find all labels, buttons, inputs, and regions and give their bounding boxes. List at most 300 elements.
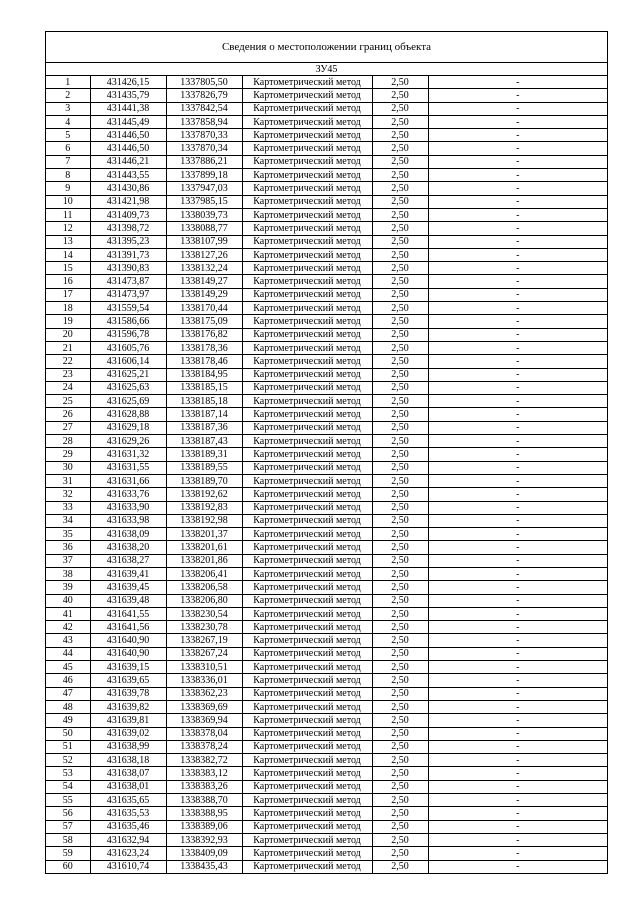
coord-y: 1338230,78 [166,621,242,634]
point-number: 18 [46,302,90,315]
table-row [46,182,607,195]
accuracy: 2,50 [372,262,428,275]
table-row [46,408,607,421]
point-number: 52 [46,754,90,767]
coord-y: 1338389,06 [166,820,242,833]
table-row [46,807,607,820]
coord-x: 431441,38 [90,102,166,115]
coord-x: 431395,23 [90,235,166,248]
method: Картометрический метод [242,169,372,182]
coord-x: 431629,26 [90,435,166,448]
table-row [46,607,607,620]
method: Картометрический метод [242,621,372,634]
coord-x: 431443,55 [90,169,166,182]
method: Картометрический метод [242,554,372,567]
coord-y: 1338206,58 [166,581,242,594]
point-number: 16 [46,275,90,288]
coord-x: 431641,55 [90,607,166,620]
zone-label: ЗУ45 [46,63,607,76]
method: Картометрический метод [242,381,372,394]
accuracy: 2,50 [372,860,428,873]
method: Картометрический метод [242,275,372,288]
accuracy: 2,50 [372,142,428,155]
method: Картометрический метод [242,395,372,408]
description: - [428,820,607,833]
point-number: 40 [46,594,90,607]
table-row [46,235,607,248]
point-number: 30 [46,461,90,474]
point-number: 1 [46,76,90,89]
table-row [46,315,607,328]
accuracy: 2,50 [372,847,428,860]
coord-x: 431635,53 [90,807,166,820]
accuracy: 2,50 [372,435,428,448]
point-number: 22 [46,355,90,368]
coord-x: 431430,86 [90,182,166,195]
coord-y: 1338088,77 [166,222,242,235]
coord-y: 1338388,95 [166,807,242,820]
accuracy: 2,50 [372,567,428,580]
table-row [46,102,607,115]
point-number: 9 [46,182,90,195]
coord-x: 431446,50 [90,142,166,155]
table-row [46,448,607,461]
table-row [46,674,607,687]
coord-x: 431641,56 [90,621,166,634]
accuracy: 2,50 [372,408,428,421]
description: - [428,368,607,381]
method: Картометрический метод [242,647,372,660]
method: Картометрический метод [242,355,372,368]
description: - [428,355,607,368]
table-row [46,860,607,873]
method: Картометрический метод [242,208,372,221]
method: Картометрический метод [242,767,372,780]
description: - [428,102,607,115]
method: Картометрический метод [242,461,372,474]
coord-x: 431625,63 [90,381,166,394]
coord-x: 431390,83 [90,262,166,275]
document-title: Сведения о местоположении границ объекта [46,32,607,63]
coord-y: 1338267,19 [166,634,242,647]
table-row [46,195,607,208]
table-row [46,740,607,753]
method: Картометрический метод [242,780,372,793]
coord-y: 1337947,03 [166,182,242,195]
coord-x: 431631,32 [90,448,166,461]
description: - [428,700,607,713]
description: - [428,89,607,102]
point-number: 45 [46,661,90,674]
method: Картометрический метод [242,302,372,315]
description: - [428,860,607,873]
table-row [46,262,607,275]
coord-x: 431639,78 [90,687,166,700]
method: Картометрический метод [242,155,372,168]
description: - [428,488,607,501]
coord-y: 1338388,70 [166,794,242,807]
point-number: 27 [46,421,90,434]
coord-x: 431640,90 [90,647,166,660]
coord-y: 1338184,95 [166,368,242,381]
coord-x: 431421,98 [90,195,166,208]
coord-x: 431635,65 [90,794,166,807]
coord-x: 431633,90 [90,501,166,514]
point-number: 60 [46,860,90,873]
description: - [428,262,607,275]
coord-y: 1338132,24 [166,262,242,275]
point-number: 13 [46,235,90,248]
coord-y: 1338336,01 [166,674,242,687]
table-row [46,474,607,487]
accuracy: 2,50 [372,315,428,328]
accuracy: 2,50 [372,275,428,288]
method: Картометрический метод [242,594,372,607]
method: Картометрический метод [242,820,372,833]
method: Картометрический метод [242,634,372,647]
coord-y: 1338187,36 [166,421,242,434]
coord-x: 431398,72 [90,222,166,235]
coord-y: 1338149,27 [166,275,242,288]
description: - [428,395,607,408]
table-row [46,381,607,394]
coord-x: 431632,94 [90,833,166,846]
coordinates-table-body [46,63,607,873]
coord-y: 1338230,54 [166,607,242,620]
coord-x: 431638,20 [90,541,166,554]
point-number: 2 [46,89,90,102]
point-number: 37 [46,554,90,567]
coord-y: 1338192,98 [166,514,242,527]
coord-x: 431409,73 [90,208,166,221]
method: Картометрический метод [242,740,372,753]
point-number: 35 [46,528,90,541]
coord-y: 1338201,86 [166,554,242,567]
table-row [46,142,607,155]
point-number: 48 [46,700,90,713]
point-number: 31 [46,474,90,487]
boundary-table-sheet [45,31,608,874]
table-row [46,661,607,674]
point-number: 20 [46,328,90,341]
description: - [428,275,607,288]
description: - [428,833,607,846]
table-row [46,687,607,700]
coord-y: 1338170,44 [166,302,242,315]
coord-x: 431639,81 [90,714,166,727]
description: - [428,554,607,567]
method: Картометрический метод [242,674,372,687]
point-number: 29 [46,448,90,461]
point-number: 32 [46,488,90,501]
accuracy: 2,50 [372,820,428,833]
method: Картометрический метод [242,262,372,275]
accuracy: 2,50 [372,700,428,713]
method: Картометрический метод [242,115,372,128]
coord-x: 431639,82 [90,700,166,713]
description: - [428,807,607,820]
coord-x: 431633,98 [90,514,166,527]
method: Картометрический метод [242,754,372,767]
method: Картометрический метод [242,700,372,713]
coord-x: 431631,66 [90,474,166,487]
accuracy: 2,50 [372,794,428,807]
coord-x: 431445,49 [90,115,166,128]
point-number: 10 [46,195,90,208]
description: - [428,647,607,660]
table-row [46,581,607,594]
description: - [428,674,607,687]
coord-x: 431631,55 [90,461,166,474]
coord-y: 1337886,21 [166,155,242,168]
coord-x: 431629,18 [90,421,166,434]
description: - [428,408,607,421]
accuracy: 2,50 [372,155,428,168]
coord-x: 431596,78 [90,328,166,341]
point-number: 26 [46,408,90,421]
method: Картометрический метод [242,847,372,860]
accuracy: 2,50 [372,195,428,208]
accuracy: 2,50 [372,740,428,753]
description: - [428,541,607,554]
point-number: 12 [46,222,90,235]
coord-y: 1338185,15 [166,381,242,394]
table-row [46,129,607,142]
description: - [428,435,607,448]
point-number: 44 [46,647,90,660]
table-row [46,794,607,807]
accuracy: 2,50 [372,328,428,341]
method: Картометрический метод [242,102,372,115]
point-number: 5 [46,129,90,142]
description: - [428,129,607,142]
accuracy: 2,50 [372,474,428,487]
coord-x: 431606,14 [90,355,166,368]
accuracy: 2,50 [372,541,428,554]
point-number: 49 [46,714,90,727]
table-row [46,528,607,541]
description: - [428,661,607,674]
table-row [46,155,607,168]
method: Картометрический метод [242,714,372,727]
coord-x: 431605,76 [90,341,166,354]
method: Картометрический метод [242,514,372,527]
table-row [46,341,607,354]
accuracy: 2,50 [372,169,428,182]
table-row [46,248,607,261]
coord-y: 1338206,80 [166,594,242,607]
point-number: 41 [46,607,90,620]
accuracy: 2,50 [372,661,428,674]
coord-x: 431446,21 [90,155,166,168]
description: - [428,767,607,780]
coord-x: 431473,97 [90,288,166,301]
table-row [46,208,607,221]
description: - [428,182,607,195]
coord-x: 431610,74 [90,860,166,873]
table-row [46,302,607,315]
description: - [428,302,607,315]
coord-y: 1338392,93 [166,833,242,846]
description: - [428,514,607,527]
point-number: 28 [46,435,90,448]
accuracy: 2,50 [372,368,428,381]
table-row [46,634,607,647]
point-number: 11 [46,208,90,221]
zone-row [46,63,607,76]
coord-y: 1338175,09 [166,315,242,328]
accuracy: 2,50 [372,621,428,634]
coord-y: 1338378,04 [166,727,242,740]
coord-y: 1337858,94 [166,115,242,128]
method: Картометрический метод [242,474,372,487]
table-row [46,754,607,767]
coord-y: 1337805,50 [166,76,242,89]
coord-x: 431635,46 [90,820,166,833]
method: Картометрический метод [242,129,372,142]
accuracy: 2,50 [372,395,428,408]
coord-y: 1338378,24 [166,740,242,753]
accuracy: 2,50 [372,235,428,248]
accuracy: 2,50 [372,674,428,687]
description: - [428,328,607,341]
table-row [46,368,607,381]
coord-x: 431639,41 [90,567,166,580]
description: - [428,155,607,168]
point-number: 24 [46,381,90,394]
coord-y: 1338192,83 [166,501,242,514]
description: - [428,634,607,647]
coord-x: 431633,76 [90,488,166,501]
accuracy: 2,50 [372,381,428,394]
method: Картометрический метод [242,421,372,434]
point-number: 43 [46,634,90,647]
table-row [46,594,607,607]
accuracy: 2,50 [372,501,428,514]
table-row [46,288,607,301]
coord-y: 1337870,33 [166,129,242,142]
table-row [46,461,607,474]
description: - [428,794,607,807]
table-row [46,833,607,846]
description: - [428,780,607,793]
point-number: 21 [46,341,90,354]
description: - [428,222,607,235]
method: Картометрический метод [242,222,372,235]
point-number: 36 [46,541,90,554]
accuracy: 2,50 [372,514,428,527]
table-row [46,714,607,727]
point-number: 17 [46,288,90,301]
coord-x: 431639,45 [90,581,166,594]
accuracy: 2,50 [372,607,428,620]
accuracy: 2,50 [372,448,428,461]
coord-x: 431426,15 [90,76,166,89]
description: - [428,474,607,487]
coord-x: 431586,66 [90,315,166,328]
table-row [46,115,607,128]
method: Картометрический метод [242,528,372,541]
method: Картометрический метод [242,142,372,155]
coord-y: 1338369,69 [166,700,242,713]
description: - [428,607,607,620]
coord-x: 431639,15 [90,661,166,674]
table-row [46,395,607,408]
coord-y: 1338369,94 [166,714,242,727]
coord-y: 1337985,15 [166,195,242,208]
table-row [46,435,607,448]
point-number: 34 [46,514,90,527]
point-number: 47 [46,687,90,700]
table-row [46,567,607,580]
table-row [46,621,607,634]
description: - [428,528,607,541]
coord-x: 431639,48 [90,594,166,607]
description: - [428,142,607,155]
method: Картометрический метод [242,833,372,846]
point-number: 4 [46,115,90,128]
accuracy: 2,50 [372,102,428,115]
point-number: 56 [46,807,90,820]
method: Картометрический метод [242,328,372,341]
description: - [428,621,607,634]
table-row [46,700,607,713]
description: - [428,581,607,594]
method: Картометрический метод [242,76,372,89]
table-row [46,514,607,527]
description: - [428,594,607,607]
coord-y: 1338107,99 [166,235,242,248]
accuracy: 2,50 [372,780,428,793]
coord-y: 1338267,24 [166,647,242,660]
method: Картометрический метод [242,661,372,674]
method: Картометрический метод [242,541,372,554]
method: Картометрический метод [242,182,372,195]
table-row [46,647,607,660]
description: - [428,754,607,767]
table-row [46,727,607,740]
accuracy: 2,50 [372,754,428,767]
description: - [428,461,607,474]
table-row [46,501,607,514]
description: - [428,195,607,208]
method: Картометрический метод [242,435,372,448]
accuracy: 2,50 [372,76,428,89]
coord-y: 1337870,34 [166,142,242,155]
point-number: 51 [46,740,90,753]
method: Картометрический метод [242,581,372,594]
description: - [428,421,607,434]
description: - [428,501,607,514]
table-row [46,554,607,567]
coord-y: 1338039,73 [166,208,242,221]
point-number: 54 [46,780,90,793]
accuracy: 2,50 [372,727,428,740]
method: Картометрический метод [242,687,372,700]
coord-y: 1338149,29 [166,288,242,301]
description: - [428,341,607,354]
point-number: 38 [46,567,90,580]
coord-x: 431623,24 [90,847,166,860]
description: - [428,448,607,461]
accuracy: 2,50 [372,89,428,102]
accuracy: 2,50 [372,687,428,700]
method: Картометрический метод [242,315,372,328]
point-number: 6 [46,142,90,155]
accuracy: 2,50 [372,488,428,501]
coord-x: 431628,88 [90,408,166,421]
accuracy: 2,50 [372,182,428,195]
